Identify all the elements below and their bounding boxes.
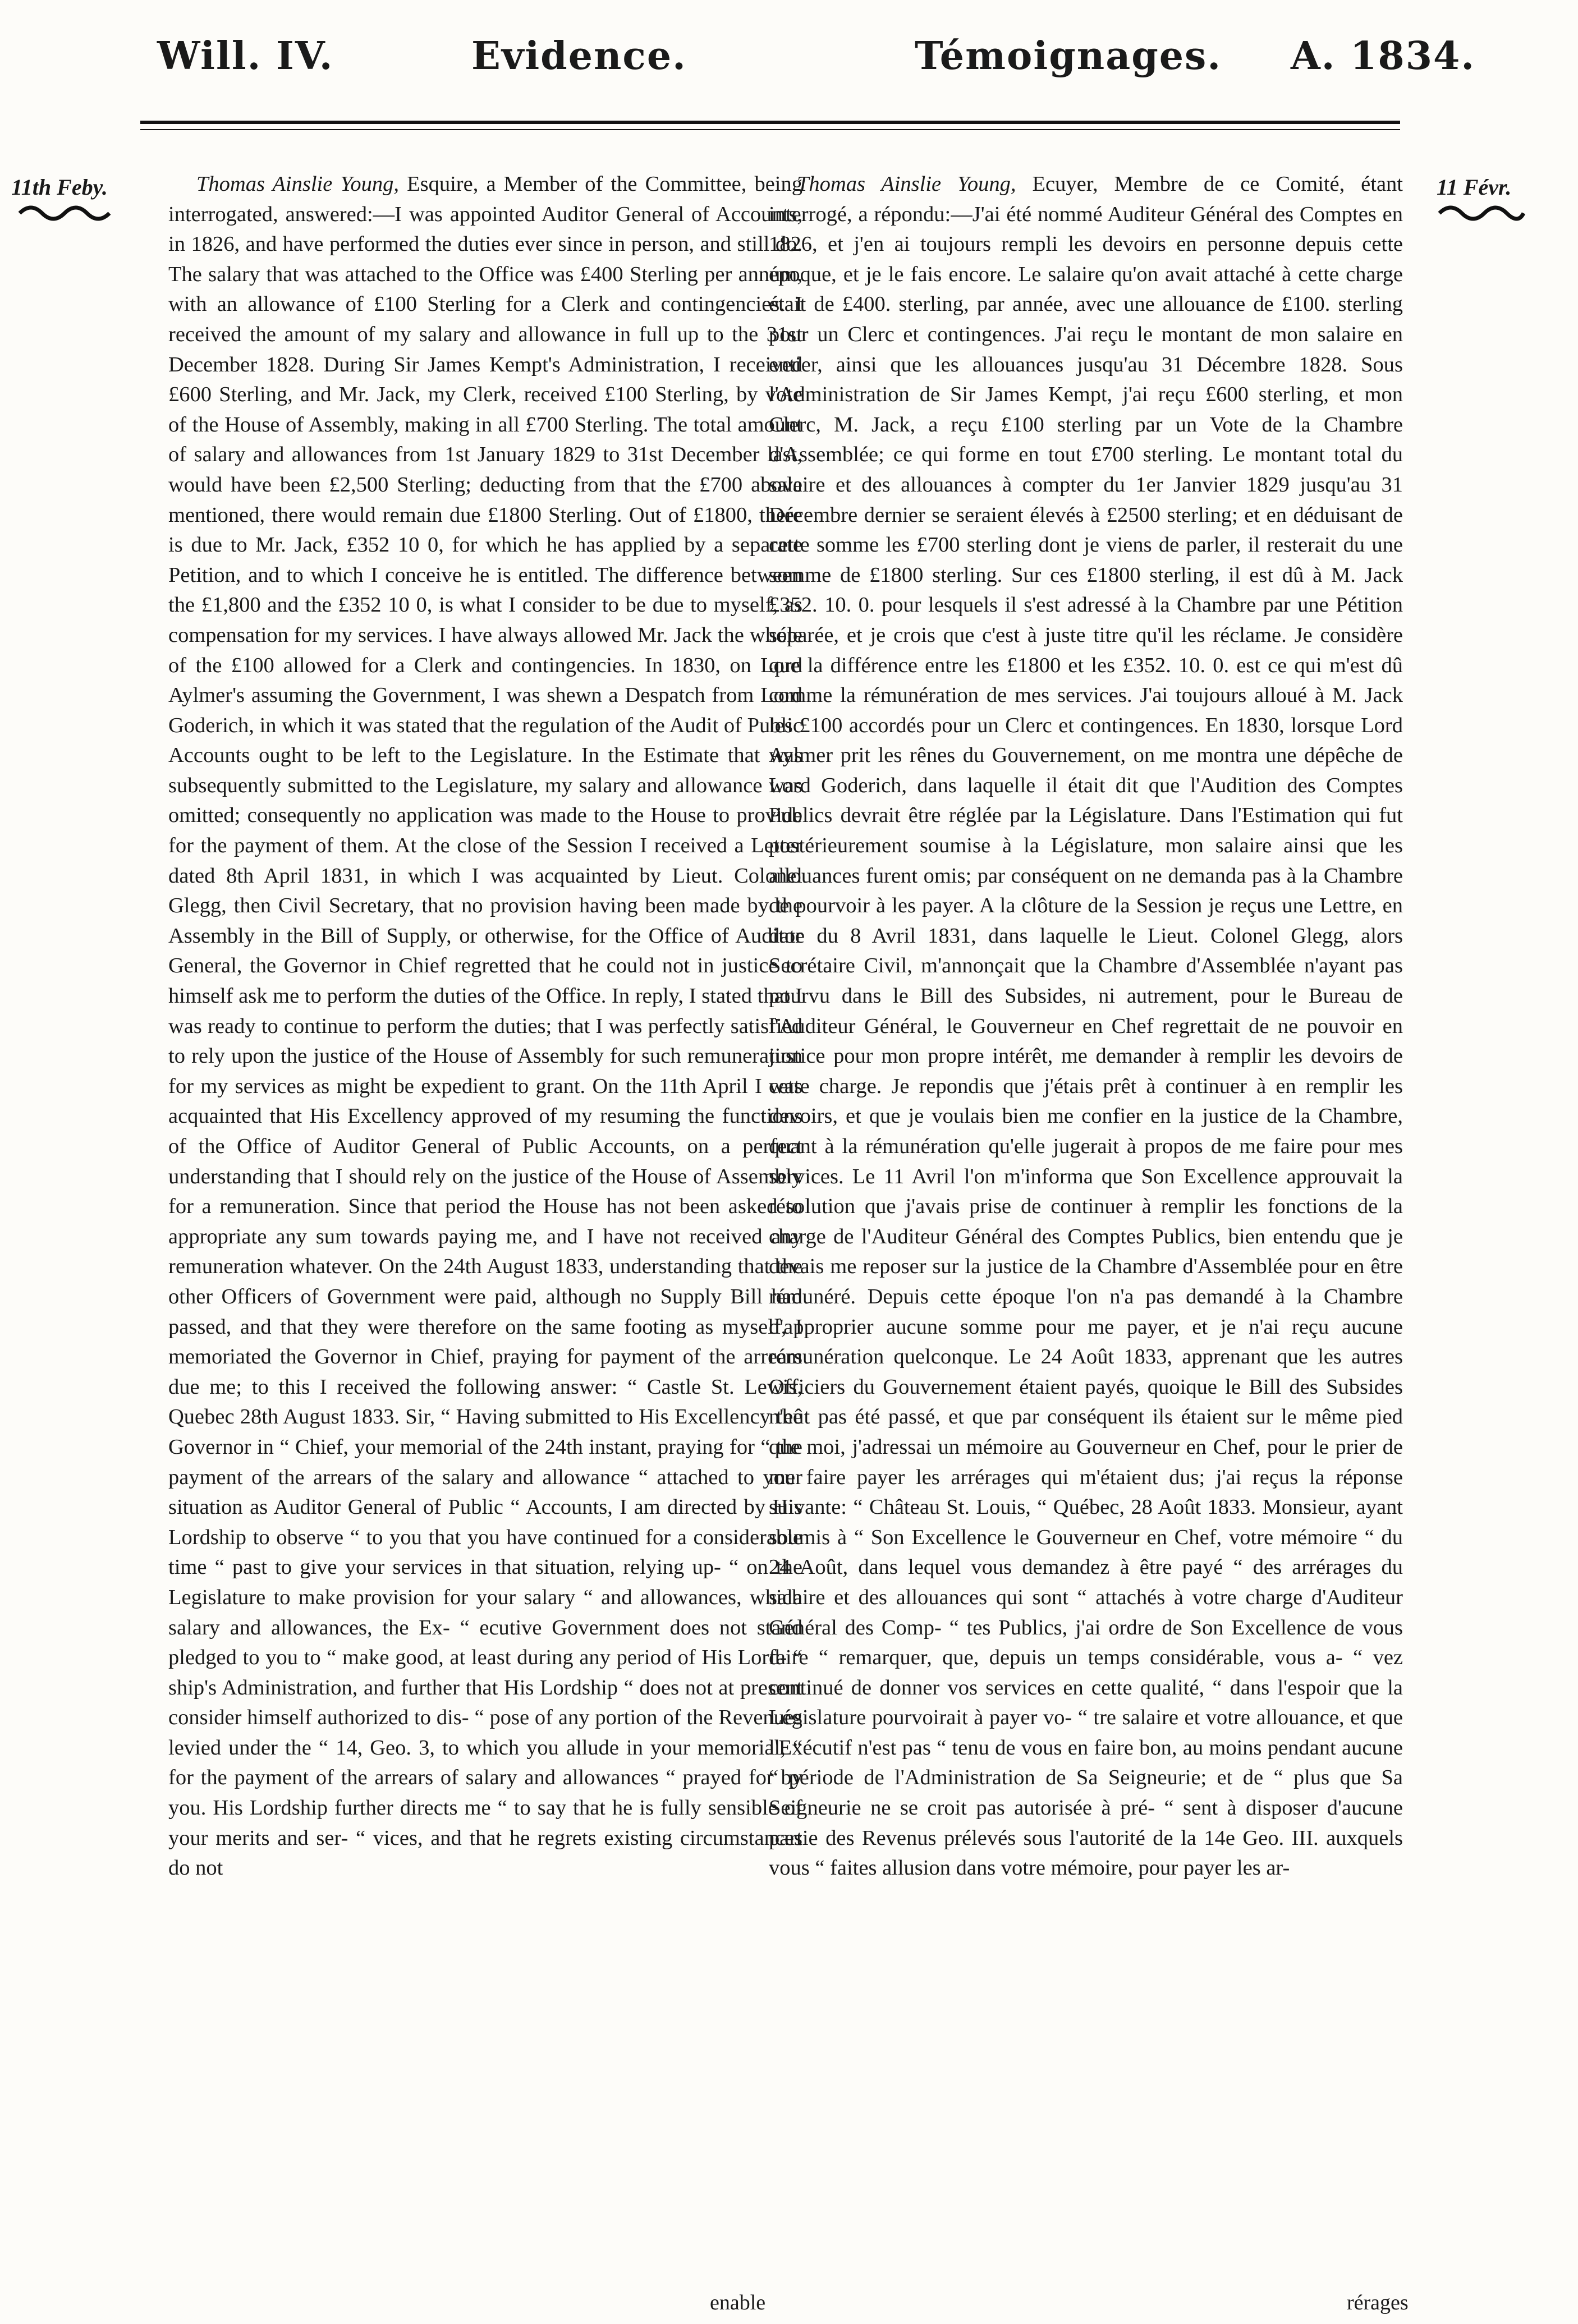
french-body-text: Ecuyer, Membre de ce Comité, étant interrogé, a répondu:—J'ai été nommé Auditeur Général des Comptes en 1826, et j'en ai toujours rempli les devoirs en personne depuis cette époque, et je le fais encore. Le salaire qu'on avait attaché à cette charge était de £400. sterling, par année, avec une allouance de £100. sterling pour un Clerc et contingences. J'ai reçu le montant de mon salaire en entier, ainsi que les allouances jusqu'au 31 Décembre 1828. Sous l'Administration de Sir James Kempt, j'ai reçu £600 sterling, et mon Clerc, M. Jack, a reçu £100 sterling par un Vote de la Chambre d'Assemblée; ce qui forme en tout £700 sterling. Le montant total du salaire et des allouances à compter du 1er Janvier 1829 jusqu'au 31 Décembre dernier se seraient élevés à £2500 sterling; et en déduisant de cette somme les £700 sterling dont je viens de parler, il resterait du une somme de £1800 sterling. Sur ces £1800 sterling, il est dû à M. Jack £352. 10. 0. pour lesquels il s'est adressé à la Chambre par une Pétition séparée, et je crois que c'est à juste titre qu'il les réclame. Je considère que la différence entre les £1800 et les £352. 10. 0. est ce qui m'est dû comme la rémunération de mes services. J'ai toujours alloué à M. Jack les £100 accordés pour un Clerc et contingences. En 1830, lorsque Lord Aylmer prit les rênes du Gouvernement, on me montra une dépêche de Lord Goderich, dans laquelle il était dit que l'Audition des Comptes Publics devrait être réglée par la Législature. Dans l'Estimation qui fut postérieurement soumise à la Législature, mon salaire ainsi que les allouances furent omis; par conséquent on ne demanda pas à la Chambre de pourvoir à les payer. A la clôture de la Session je reçus une Lettre, en date du 8 Avril 1831, dans laquelle le Lieut. Colonel Glegg, alors Secrétaire Civil, m'annonçait que la Chambre d'Assemblée n'ayant pas pourvu dans le Bill des Subsides, ni autrement, pour le Bureau de l'Auditeur Général, le Gouverneur en Chef regrettait de ne pouvoir en justice pour mon propre intérêt, me demander à remplir les devoirs de cette charge. Je repondis que j'étais prêt à continuer à en remplir les devoirs, et que je voulais bien me confier en la justice de la Chambre, quant à la rémunération qu'elle jugerait à propos de me faire pour mes services. Le 11 Avril l'on m'informa que Son Excellence approuvait la résolution que j'avais prise de continuer à remplir les fonctions de la charge de l'Auditeur Général des Comptes Publics, bien entendu que je devais me reposer sur la justice de la Chambre d'Assemblée pour en être rémunéré. Depuis cette époque l'on n'a pas demandé à la Chambre d'approprier aucune somme pour me payer, et je n'ai reçu aucune rémunération quelconque. Le 24 Août 1833, apprenant que les autres Officiers du Gouvernement étaient payés, quoique le Bill des Subsides n'eût pas été passé, et que par conséquent ils étaient sur le même pied que moi, j'adressai un mémoire au Gouverneur en Chef, pour le prier de me faire payer les arrérages qui m'étaient dus; j'ai reçus la réponse suivante: “ Château St. Louis, “ Québec, 28 Août 1833. Monsieur, ayant soumis à “ Son Excellence le Gouverneur en Chef, votre mémoire “ du 24 Août, dans lequel vous demandez à être payé “ des arrérages du salaire et des allouances qui sont “ attachés à votre charge d'Auditeur Général des Comp- “ tes Publics, j'ai ordre de Son Excellence de vous faire “ remarquer, que, depuis un temps considérable, vous a- “ vez continué de donner vos services en cette qualité, “ dans l'espoir que la Législature pourvoirait à payer vo- “ tre salaire et votre allouance, et que l'Exécutif n'est pas “ tenu de vous en faire bon, au moins pendant aucune “ période de l'Administration de Sa Seigneurie; et de “ plus que Sa Seigneurie ne se croit pas autorisée à pré- “ sent à disposer d'aucune partie des Revenus prélevés sous l'autorité de la 14e Geo. III. auxquels vous “ faites allusion dans votre mémoire, pour payer les ar- (769, 172, 1403, 1880)
flourish-right-icon (1437, 202, 1526, 224)
english-body-text: Esquire, a Member of the Committee, being interrogated, answered:—I was appointed Auditor General of Accounts, in 1826, and have performed the duties ever since in person, and still do. The salary that was attached to the Office was £400 Sterling per annum, with an allowance of £100 Sterling for a Clerk and contingencies. I received the amount of my salary and allowance in full up to the 31st December 1828. During Sir James Kempt's Administration, I received £600 Sterling, and Mr. Jack, my Clerk, received £100 Sterling, by vote of the House of Assembly, making in all £700 Sterling. The total amount of salary and allowances from 1st January 1829 to 31st December last, would have been £2,500 Sterling; deducting from that the £700 above mentioned, there would remain due £1800 Sterling. Out of £1800, there is due to Mr. Jack, £352 10 0, for which he has applied by a separate Petition, and to which I conceive he is entitled. The difference between the £1,800 and the £352 10 0, is what I consider to be due to myself, as compensation for my services. I have always allowed Mr. Jack the whole of the £100 allowed for a Clerk and contingencies. In 1830, on Lord Aylmer's assuming the Government, I was shewn a Despatch from Lord Goderich, in which it was stated that the regulation of the Audit of Public Accounts ought to be left to the Legislature. In the Estimate that was subsequently submitted to the Legislature, my salary and allowance was omitted; consequently no application was made to the House to provide for the payment of them. At the close of the Session I received a Letter dated 8th April 1831, in which I was acquainted by Lieut. Colonel Glegg, then Civil Secretary, that no provision having been made by the Assembly in the Bill of Supply, or otherwise, for the Office of Auditor General, the Governor in Chief regretted that he could not in justice to himself ask me to perform the duties of the Office. In reply, I stated that I was ready to continue to perform the duties; that I was perfectly satisfied to rely upon the justice of the House of Assembly for such remuneration for my services as might be expedient to grant. On the 11th April I was acquainted that His Excellency approved of my resuming the functions of the Office of Auditor General of Public Accounts, on a perfect understanding that I should rely on the justice of the House of Assembly for a remuneration. Since that period the House has not been asked to appropriate any sum towards paying me, and I have not received any remuneration whatever. On the 24th August 1833, understanding that the other Officers of Government were paid, although no Supply Bill had passed, and that they were therefore on the same footing as myself, I memoriated the Governor in Chief, praying for payment of the arrears due me; to this I received the following answer: “ Castle St. Lewis, Quebec 28th August 1833. Sir, “ Having submitted to His Excellency the Governor in “ Chief, your memorial of the 24th instant, praying for “ the payment of the arrears of the salary and allowance “ attached to your situation as Auditor General of Public “ Accounts, I am directed by His Lordship to observe “ to you that you have continued for a considerable time “ past to give your services in that situation, relying up- “ on the Legislature to make provision for your salary “ and allowances, which salary and allowances, the Ex- “ ecutive Government does not stand pledged to you to “ make good, at least during any period of His Lord- “ ship's Administration, and further that His Lordship “ does not at present consider himself authorized to dis- “ pose of any portion of the Revenues levied under the “ 14, Geo. 3, to which you allude in your memorial, “ for the payment of the arrears of salary and allowances “ prayed for by you. His Lordship further directs me “ to say that he is fully sensible of your merits and ser- “ vices, and that he regrets existing circumstances do not (168, 172, 802, 1880)
catchword-french: rérages (1347, 2291, 1409, 2314)
header-rule-thin (140, 129, 1400, 130)
english-column (168, 169, 802, 1884)
english-paragraph (168, 169, 802, 1884)
year-label: A. 1834. (1291, 34, 1476, 79)
margin-date-right: 11 Févr. (1437, 174, 1512, 200)
title-english: Evidence. (471, 34, 687, 79)
page-header (0, 22, 1578, 90)
french-paragraph (769, 169, 1403, 1884)
header-rule-thick (140, 121, 1400, 124)
french-column (769, 169, 1403, 1884)
reign-label: Will. IV. (157, 34, 334, 79)
margin-date-left: 11th Feby. (11, 174, 108, 200)
speaker-name-french: Thomas Ainslie Young, (797, 172, 1016, 196)
flourish-left-icon (17, 202, 112, 224)
speaker-name-english: Thomas Ainslie Young, (196, 172, 399, 196)
title-french: Témoignages. (915, 34, 1222, 79)
catchword-english: enable (710, 2291, 766, 2314)
